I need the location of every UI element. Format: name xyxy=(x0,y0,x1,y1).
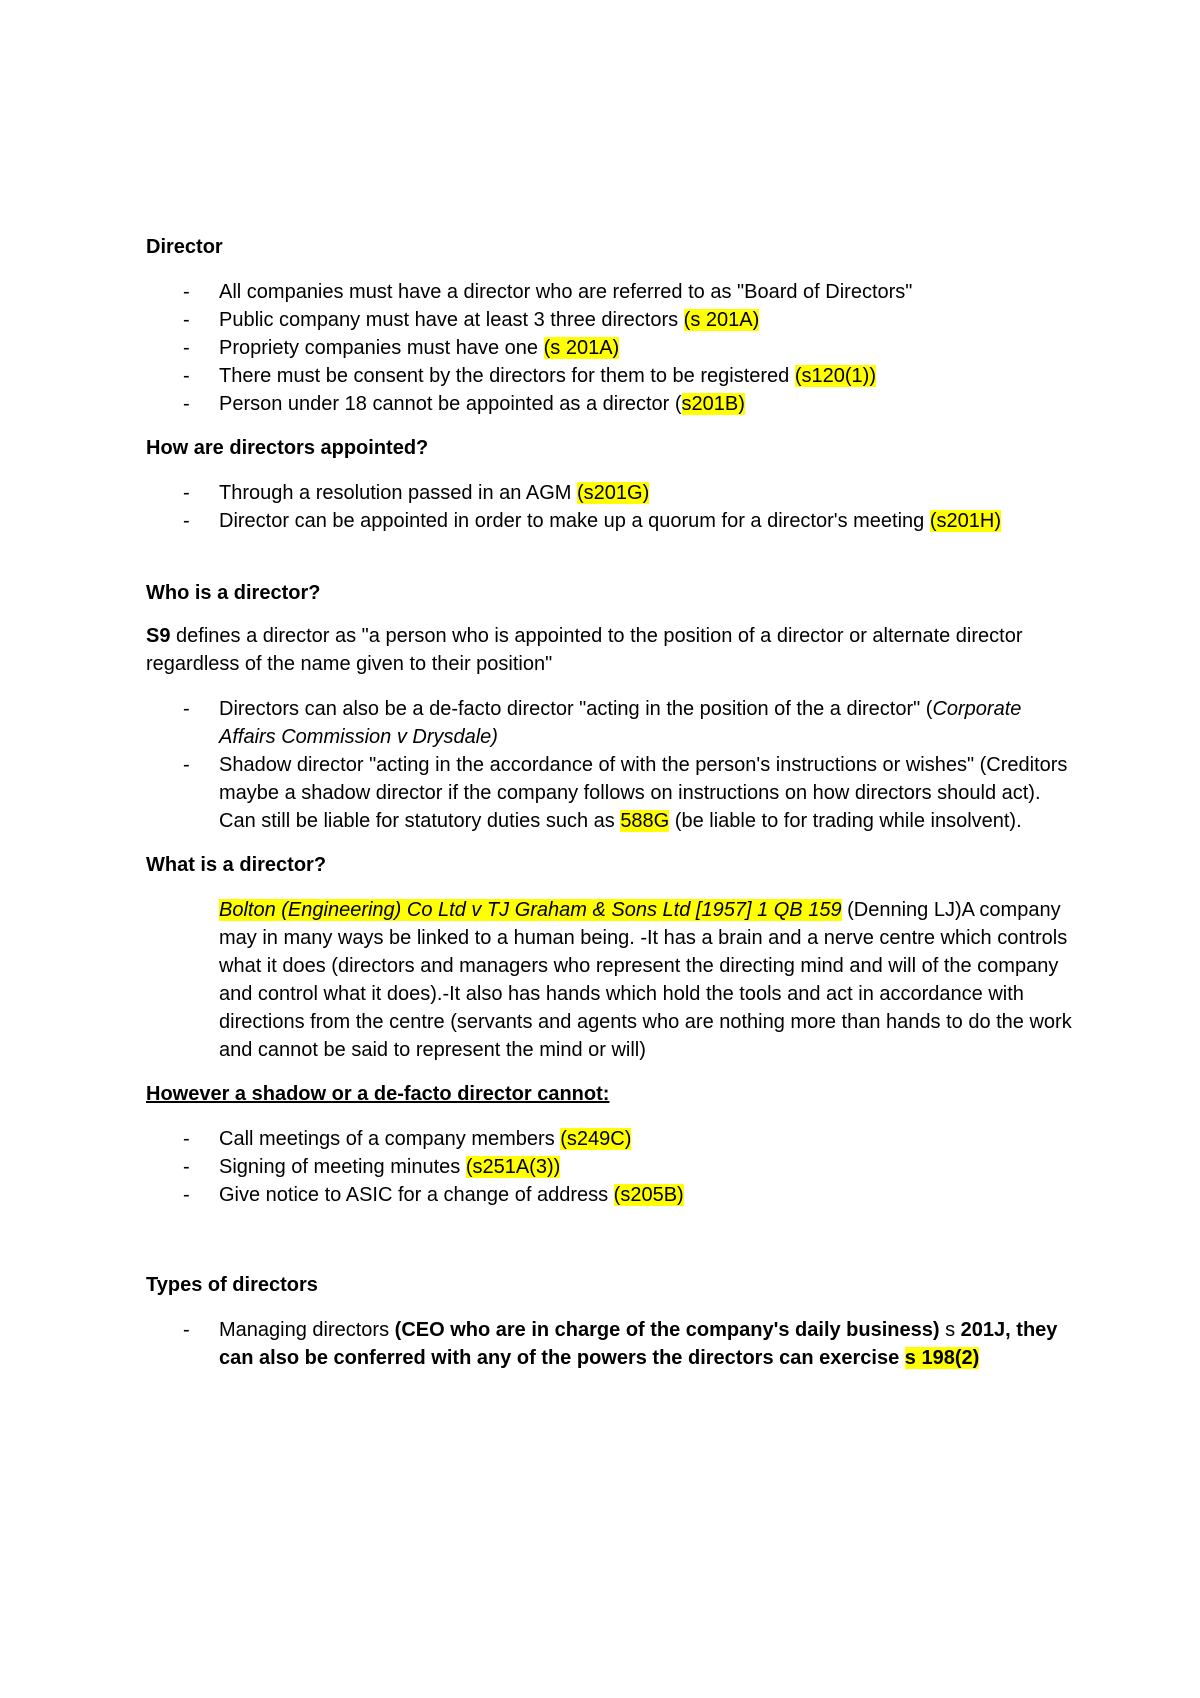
list-item: - Public company must have at least 3 three directors (s 201A) xyxy=(146,306,1076,334)
list-item: - Managing directors (CEO who are in charge of the company's daily business) s 201J, they can also be conferred with any of the powers the directors can exercise s 198(2) xyxy=(146,1316,1076,1372)
list-item: - Person under 18 cannot be appointed as a director (s201B) xyxy=(146,390,1076,418)
section-reference: (s 201A) xyxy=(543,337,620,359)
case-citation: Corporate Affairs Commission v Drysdale) xyxy=(219,698,1022,748)
appointed-list xyxy=(146,479,1076,535)
who-list xyxy=(146,695,1076,835)
list-item: - All companies must have a director who are referred to as "Board of Directors" xyxy=(146,278,1076,306)
section-reference: (s201G) xyxy=(577,482,650,504)
list-item: - Propriety companies must have one (s 201A) xyxy=(146,334,1076,362)
section-reference: s 198(2) xyxy=(904,1347,980,1369)
types-list xyxy=(146,1316,1076,1372)
section-reference: (s201H) xyxy=(929,510,1001,532)
case-citation: Bolton (Engineering) Co Ltd v TJ Graham & Sons Ltd [1957] 1 QB 159 xyxy=(219,899,842,921)
document-content xyxy=(146,233,1076,1372)
statute-reference: S9 xyxy=(146,625,171,647)
list-item: - Signing of meeting minutes (s251A(3)) xyxy=(146,1153,1076,1181)
list-item: - There must be consent by the directors for them to be registered (s120(1)) xyxy=(146,362,1076,390)
section-reference: 588G xyxy=(620,810,670,832)
section-reference: (s205B) xyxy=(613,1184,684,1206)
list-item: - Shadow director "acting in the accordance of with the person's instructions or wishes" (Creditors maybe a shadow director if the company follows on instructions on how directors should act). Can still be liable for statutory duties such as 588G (be liable to for trading while insolvent). xyxy=(146,751,1076,835)
section-reference: (s120(1)) xyxy=(794,365,876,387)
case-paragraph: Bolton (Engineering) Co Ltd v TJ Graham & Sons Ltd [1957] 1 QB 159 (Denning LJ)A company may in many ways be linked to a human being. -It has a brain and a nerve centre which controls what it does (directors and managers who represent the directing mind and will of the company and control what it does).-It also has hands which hold the tools and act in accordance with directions from the centre (servants and agents who are nothing more than hands to do the work and cannot be said to represent the mind or will) xyxy=(219,899,1072,1061)
heading-appointed: How are directors appointed? xyxy=(146,437,429,459)
heading-director: Director xyxy=(146,236,223,258)
section-reference: s201B) xyxy=(681,393,745,415)
list-item: - Directors can also be a de-facto director "acting in the position of the a director" (Corporate Affairs Commission v Drysdale) xyxy=(146,695,1076,751)
heading-what: What is a director? xyxy=(146,854,327,876)
section-reference: (s249C) xyxy=(560,1128,632,1150)
heading-cannot: However a shadow or a de-facto director cannot: xyxy=(146,1083,610,1105)
cannot-list xyxy=(146,1125,1076,1209)
section-reference: (s251A(3)) xyxy=(465,1156,561,1178)
heading-who: Who is a director? xyxy=(146,582,321,604)
list-item: - Through a resolution passed in an AGM (s201G) xyxy=(146,479,1076,507)
list-item: - Call meetings of a company members (s249C) xyxy=(146,1125,1076,1153)
list-item: - Director can be appointed in order to make up a quorum for a director's meeting (s201H) xyxy=(146,507,1076,535)
heading-types: Types of directors xyxy=(146,1274,318,1296)
list-item: - Give notice to ASIC for a change of address (s205B) xyxy=(146,1181,1076,1209)
section-reference: (s 201A) xyxy=(683,309,760,331)
definition-paragraph: S9 defines a director as "a person who is appointed to the position of a director or alternate director regardless of the name given to their position" xyxy=(146,625,1023,675)
director-list xyxy=(146,278,1076,418)
